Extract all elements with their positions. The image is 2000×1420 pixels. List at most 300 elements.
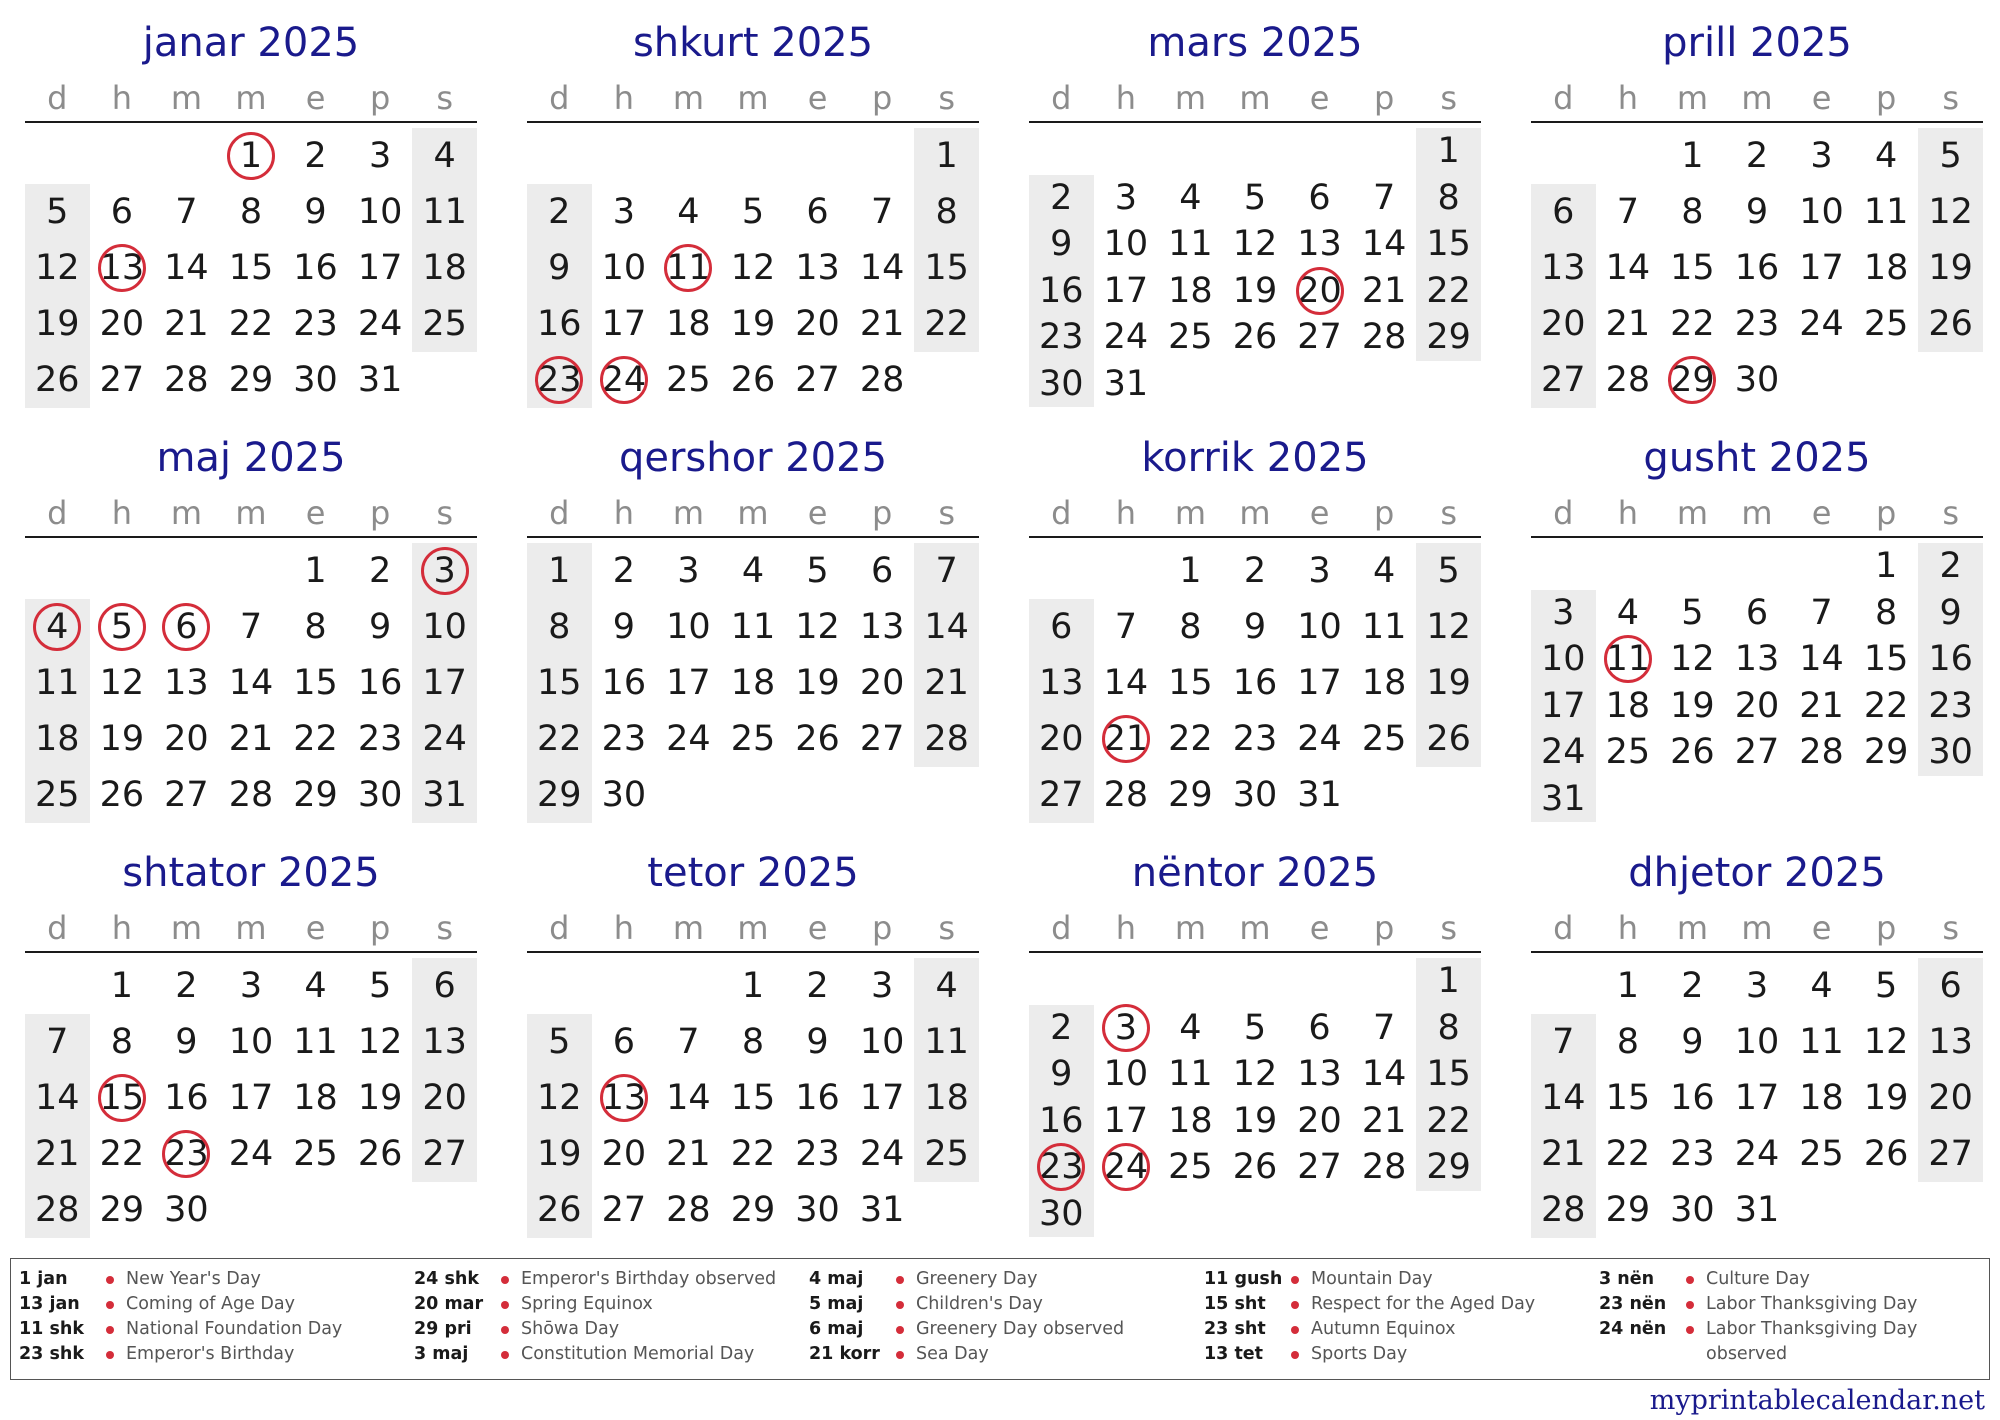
day-cell: 10 (1799, 192, 1844, 232)
day-cell: 8 (935, 192, 958, 232)
legend-date: 13 jan (19, 1294, 80, 1314)
legend-date: 3 nën (1599, 1269, 1655, 1289)
legend-holiday-name: Emperor's Birthday observed (521, 1269, 777, 1289)
bullet-icon (896, 1351, 904, 1359)
legend-holiday-name: National Foundation Day (126, 1319, 343, 1339)
weekday-header: h (1115, 79, 1136, 117)
weekday-header: m (737, 909, 769, 947)
day-cell: 27 (1297, 317, 1342, 358)
bullet-icon (106, 1301, 114, 1309)
day-cell: 2 (1243, 551, 1267, 591)
day-cell: 22 (1863, 685, 1909, 726)
day-cell: 13 (1928, 1022, 1973, 1062)
day-cell: 23 (537, 360, 582, 400)
day-cell: 17 (1799, 248, 1844, 288)
legend-column (1204, 1267, 1589, 1367)
legend-row (19, 1317, 404, 1342)
legend-column (1599, 1267, 1984, 1367)
legend-holiday-name: Mountain Day (1311, 1269, 1433, 1289)
legend-row (809, 1317, 1194, 1342)
day-cell: 19 (730, 304, 776, 344)
day-cell: 21 (859, 304, 905, 344)
day-cell: 5 (548, 1022, 571, 1062)
day-cell: 4 (1810, 966, 1833, 1006)
weekday-header: h (613, 909, 634, 947)
day-cell: 16 (1039, 1100, 1084, 1141)
day-cell: 20 (1297, 1100, 1342, 1141)
day-cell: 1 (548, 551, 571, 591)
day-cell: 11 (293, 1022, 338, 1062)
day-cell: 2 (548, 192, 571, 232)
day-cell: 8 (741, 1022, 765, 1062)
weekday-header: s (938, 494, 956, 532)
weekday-header: m (737, 79, 769, 117)
legend-row (414, 1292, 799, 1317)
day-cell: 11 (666, 248, 711, 288)
day-cell: 10 (1734, 1022, 1780, 1062)
day-cell: 23 (1232, 719, 1278, 759)
day-cell: 22 (1426, 1100, 1471, 1141)
day-cell: 19 (99, 719, 145, 759)
day-cell: 29 (1863, 732, 1909, 773)
header-divider (527, 951, 979, 953)
holiday-legend (10, 1258, 1990, 1380)
legend-date: 4 maj (809, 1269, 864, 1289)
day-cell: 21 (35, 1134, 80, 1174)
day-cell: 22 (1670, 304, 1715, 344)
day-cell: 8 (1681, 192, 1704, 232)
day-cell: 31 (1541, 778, 1586, 819)
day-cell: 23 (1039, 1147, 1084, 1188)
month-title: maj 2025 (156, 435, 346, 481)
day-cell: 25 (422, 304, 467, 344)
day-cell: 27 (1039, 775, 1084, 815)
legend-date: 24 shk (414, 1269, 479, 1289)
weekday-header: d (47, 79, 68, 117)
day-cell: 3 (1552, 592, 1575, 633)
day-cell: 13 (1039, 663, 1084, 703)
day-cell: 22 (99, 1134, 145, 1174)
weekday-header: d (1051, 494, 1072, 532)
day-cell: 25 (35, 775, 80, 815)
legend-date: 23 nën (1599, 1294, 1667, 1314)
weekday-header: d (1051, 79, 1072, 117)
day-cell: 21 (1799, 685, 1844, 726)
header-divider (1531, 951, 1983, 953)
day-cell: 25 (1168, 1147, 1213, 1188)
day-cell: 15 (293, 663, 338, 703)
day-cell: 9 (1050, 1054, 1073, 1095)
legend-row (1599, 1317, 1984, 1342)
day-cell: 23 (1734, 304, 1780, 344)
day-cell: 28 (1103, 775, 1149, 815)
day-cell: 30 (357, 775, 403, 815)
weekday-header: h (1617, 909, 1638, 947)
day-cell: 8 (1437, 177, 1460, 218)
day-cell: 12 (1232, 224, 1278, 265)
weekday-header: h (613, 494, 634, 532)
weekday-header: p (369, 494, 391, 532)
day-cell: 31 (422, 775, 467, 815)
day-cell: 14 (228, 663, 274, 703)
weekday-header: e (305, 79, 326, 117)
day-cell: 20 (601, 1134, 647, 1174)
day-cell: 27 (859, 719, 905, 759)
day-cell: 11 (1361, 607, 1407, 647)
weekday-header: p (1373, 79, 1395, 117)
day-cell: 7 (1372, 1007, 1396, 1048)
weekday-header: p (1875, 909, 1897, 947)
weekday-header: d (47, 909, 68, 947)
weekday-header: d (1051, 909, 1072, 947)
day-cell: 17 (859, 1078, 905, 1118)
day-cell: 13 (99, 248, 145, 288)
weekday-header: e (807, 79, 828, 117)
day-cell: 27 (601, 1190, 647, 1230)
day-cell: 30 (293, 360, 338, 400)
legend-date: 13 tet (1204, 1344, 1264, 1364)
day-cell: 26 (537, 1190, 582, 1230)
legend-row (19, 1292, 404, 1317)
day-cell: 26 (1670, 732, 1715, 773)
day-cell: 24 (1103, 1147, 1149, 1188)
day-cell: 4 (433, 136, 456, 176)
month-block (527, 0, 979, 405)
day-cell: 15 (99, 1078, 145, 1118)
day-cell: 20 (1928, 1078, 1973, 1118)
day-cell: 10 (601, 248, 647, 288)
legend-holiday-name: Children's Day (916, 1294, 1043, 1314)
day-cell: 5 (1681, 592, 1704, 633)
weekday-header: s (1942, 909, 1960, 947)
weekday-header: s (1942, 79, 1960, 117)
day-cell: 4 (304, 966, 327, 1006)
day-cell: 29 (1426, 1147, 1471, 1188)
weekday-header: m (1239, 79, 1271, 117)
legend-holiday-name: Greenery Day (916, 1269, 1038, 1289)
legend-column (809, 1267, 1194, 1367)
day-cell: 18 (1361, 663, 1407, 703)
day-cell: 29 (1426, 317, 1471, 358)
weekday-header: e (807, 494, 828, 532)
legend-date: 15 sht (1204, 1294, 1266, 1314)
day-cell: 23 (1928, 685, 1973, 726)
day-cell: 20 (422, 1078, 467, 1118)
day-cell: 10 (422, 607, 467, 647)
day-cell: 14 (35, 1078, 80, 1118)
day-cell: 6 (806, 192, 829, 232)
day-cell: 14 (1361, 224, 1407, 265)
day-cell: 8 (239, 192, 263, 232)
day-cell: 25 (1168, 317, 1213, 358)
legend-row (1204, 1317, 1589, 1342)
day-cell: 31 (859, 1190, 905, 1230)
day-cell: 16 (1039, 270, 1084, 311)
day-cell: 28 (228, 775, 274, 815)
day-cell: 5 (368, 966, 392, 1006)
legend-date: 11 shk (19, 1319, 84, 1339)
day-cell: 6 (1552, 192, 1575, 232)
day-cell: 10 (1103, 224, 1149, 265)
day-cell: 12 (357, 1022, 403, 1062)
day-cell: 26 (35, 360, 80, 400)
day-cell: 5 (741, 192, 765, 232)
bullet-icon (501, 1276, 509, 1284)
day-cell: 24 (601, 360, 647, 400)
day-cell: 9 (1681, 1022, 1704, 1062)
day-cell: 24 (859, 1134, 905, 1174)
day-cell: 24 (1297, 719, 1342, 759)
weekday-header: p (369, 79, 391, 117)
day-cell: 1 (741, 966, 765, 1006)
site-footer[interactable]: myprintablecalendar.net (1649, 1385, 1985, 1416)
bullet-icon (1686, 1326, 1694, 1334)
day-cell: 17 (228, 1078, 274, 1118)
legend-holiday-name: Labor Thanksgiving Day (1706, 1294, 1918, 1314)
day-cell: 2 (1939, 546, 1962, 587)
day-cell: 9 (612, 607, 635, 647)
legend-date: 11 gush (1204, 1269, 1283, 1289)
day-cell: 27 (795, 360, 840, 400)
day-cell: 27 (1541, 360, 1586, 400)
day-cell: 26 (795, 719, 840, 759)
day-cell: 4 (46, 607, 69, 647)
day-cell: 30 (1928, 732, 1973, 773)
day-cell: 4 (1179, 177, 1202, 218)
month-block (527, 830, 979, 1235)
day-cell: 28 (924, 719, 969, 759)
header-divider (527, 121, 979, 123)
day-cell: 4 (935, 966, 958, 1006)
day-cell: 29 (730, 1190, 776, 1230)
day-cell: 6 (870, 551, 894, 591)
day-cell: 7 (1616, 192, 1639, 232)
legend-row (1204, 1292, 1589, 1317)
day-cell: 3 (612, 192, 635, 232)
day-cell: 23 (1670, 1134, 1715, 1174)
day-cell: 16 (1734, 248, 1780, 288)
day-cell: 7 (239, 607, 263, 647)
day-cell: 16 (357, 663, 403, 703)
day-cell: 6 (175, 607, 198, 647)
day-cell: 1 (1437, 131, 1460, 172)
day-cell: 21 (1541, 1134, 1586, 1174)
day-cell: 21 (666, 1134, 711, 1174)
weekday-header: h (1617, 79, 1638, 117)
legend-row (19, 1267, 404, 1292)
weekday-header: s (1440, 909, 1458, 947)
day-cell: 15 (1168, 663, 1213, 703)
day-cell: 18 (1605, 685, 1651, 726)
day-cell: 17 (1734, 1078, 1780, 1118)
month-title: shkurt 2025 (632, 20, 874, 66)
day-cell: 9 (304, 192, 327, 232)
day-cell: 5 (110, 607, 133, 647)
header-divider (1029, 121, 1481, 123)
day-cell: 8 (1874, 592, 1898, 633)
day-cell: 23 (357, 719, 403, 759)
weekday-header: d (1553, 494, 1574, 532)
day-cell: 18 (924, 1078, 969, 1118)
day-cell: 19 (795, 663, 840, 703)
day-cell: 10 (666, 607, 711, 647)
day-cell: 28 (1605, 360, 1651, 400)
weekday-header: p (871, 79, 893, 117)
day-cell: 10 (228, 1022, 274, 1062)
day-cell: 28 (1541, 1190, 1586, 1230)
day-cell: 15 (1426, 1054, 1471, 1095)
day-cell: 5 (46, 192, 69, 232)
day-cell: 4 (1616, 592, 1639, 633)
legend-holiday-name: Respect for the Aged Day (1311, 1294, 1536, 1314)
day-cell: 12 (35, 248, 80, 288)
day-cell: 17 (666, 663, 711, 703)
weekday-header: m (672, 494, 704, 532)
legend-row (414, 1267, 799, 1292)
legend-date: 6 maj (809, 1319, 864, 1339)
day-cell: 25 (293, 1134, 338, 1174)
day-cell: 19 (1670, 685, 1715, 726)
day-cell: 16 (1232, 663, 1278, 703)
day-cell: 28 (164, 360, 209, 400)
day-cell: 12 (1232, 1054, 1278, 1095)
day-cell: 10 (357, 192, 403, 232)
day-cell: 24 (666, 719, 711, 759)
day-cell: 14 (1541, 1078, 1586, 1118)
day-cell: 20 (164, 719, 209, 759)
day-cell: 3 (1114, 1007, 1137, 1048)
day-cell: 4 (1874, 136, 1898, 176)
day-cell: 14 (1605, 248, 1651, 288)
day-cell: 18 (1863, 248, 1909, 288)
legend-date: 21 korr (809, 1344, 880, 1364)
day-cell: 5 (806, 551, 829, 591)
day-cell: 1 (1874, 546, 1898, 587)
day-cell: 29 (537, 775, 582, 815)
day-cell: 22 (924, 304, 969, 344)
day-cell: 20 (1039, 719, 1084, 759)
legend-row (1204, 1342, 1589, 1367)
legend-row (414, 1317, 799, 1342)
day-cell: 1 (239, 136, 263, 176)
bullet-icon (501, 1301, 509, 1309)
legend-holiday-name: Coming of Age Day (126, 1294, 295, 1314)
weekday-header: s (938, 79, 956, 117)
day-cell: 25 (666, 360, 711, 400)
weekday-header: m (170, 79, 202, 117)
day-cell: 30 (795, 1190, 840, 1230)
legend-date: 29 pri (414, 1319, 472, 1339)
day-cell: 31 (1297, 775, 1342, 815)
weekday-header: m (1174, 494, 1206, 532)
day-cell: 5 (1243, 1007, 1267, 1048)
day-cell: 23 (293, 304, 338, 344)
legend-date: 23 shk (19, 1344, 84, 1364)
day-cell: 18 (293, 1078, 338, 1118)
day-cell: 15 (1670, 248, 1715, 288)
day-cell: 17 (601, 304, 647, 344)
day-cell: 6 (433, 966, 456, 1006)
bullet-icon (1291, 1301, 1299, 1309)
day-cell: 28 (859, 360, 905, 400)
weekday-header: s (938, 909, 956, 947)
day-cell: 20 (1734, 685, 1780, 726)
day-cell: 15 (1426, 224, 1471, 265)
weekday-header: p (871, 494, 893, 532)
day-cell: 25 (1799, 1134, 1844, 1174)
day-cell: 7 (677, 1022, 700, 1062)
bullet-icon (896, 1301, 904, 1309)
weekday-header: s (1440, 79, 1458, 117)
day-cell: 14 (924, 607, 969, 647)
day-cell: 25 (1361, 719, 1407, 759)
weekday-header: m (1239, 909, 1271, 947)
day-cell: 8 (1437, 1007, 1460, 1048)
day-cell: 12 (99, 663, 145, 703)
weekday-header: m (1741, 909, 1773, 947)
legend-holiday-name: Sea Day (916, 1344, 989, 1364)
month-block (25, 0, 477, 405)
day-cell: 17 (1103, 1100, 1149, 1141)
day-cell: 14 (666, 1078, 711, 1118)
day-cell: 23 (601, 719, 647, 759)
day-cell: 27 (99, 360, 145, 400)
month-title: nëntor 2025 (1131, 850, 1379, 896)
day-cell: 8 (304, 607, 327, 647)
weekday-header: m (170, 494, 202, 532)
day-cell: 13 (164, 663, 209, 703)
day-cell: 21 (1103, 719, 1149, 759)
legend-row (1599, 1292, 1984, 1317)
day-cell: 2 (1745, 136, 1769, 176)
day-cell: 22 (730, 1134, 776, 1174)
legend-holiday-name: Labor Thanksgiving Day (1706, 1319, 1918, 1339)
day-cell: 30 (601, 775, 647, 815)
day-cell: 3 (870, 966, 894, 1006)
month-title: gusht 2025 (1643, 435, 1871, 481)
day-cell: 13 (859, 607, 905, 647)
day-cell: 23 (1039, 317, 1084, 358)
legend-holiday-name: Culture Day (1706, 1269, 1810, 1289)
day-cell: 4 (1372, 551, 1396, 591)
day-cell: 1 (1681, 136, 1704, 176)
weekday-header: e (305, 909, 326, 947)
legend-row (809, 1342, 1194, 1367)
day-cell: 28 (1361, 317, 1407, 358)
month-title: janar 2025 (142, 20, 360, 66)
day-cell: 4 (1179, 1007, 1202, 1048)
legend-date: 5 maj (809, 1294, 864, 1314)
bullet-icon (106, 1351, 114, 1359)
month-title: dhjetor 2025 (1628, 850, 1886, 896)
day-cell: 3 (1308, 551, 1331, 591)
day-cell: 30 (1734, 360, 1780, 400)
weekday-header: e (1811, 909, 1832, 947)
weekday-header: m (1676, 909, 1708, 947)
day-cell: 29 (1670, 360, 1715, 400)
day-cell: 19 (1232, 270, 1278, 311)
header-divider (1531, 121, 1983, 123)
day-cell: 30 (1232, 775, 1278, 815)
day-cell: 6 (612, 1022, 635, 1062)
day-cell: 17 (1297, 663, 1342, 703)
weekday-header: e (1309, 909, 1330, 947)
day-cell: 18 (730, 663, 776, 703)
day-cell: 19 (537, 1134, 582, 1174)
weekday-header: d (549, 494, 570, 532)
day-cell: 26 (1232, 1147, 1278, 1188)
day-cell: 25 (924, 1134, 969, 1174)
